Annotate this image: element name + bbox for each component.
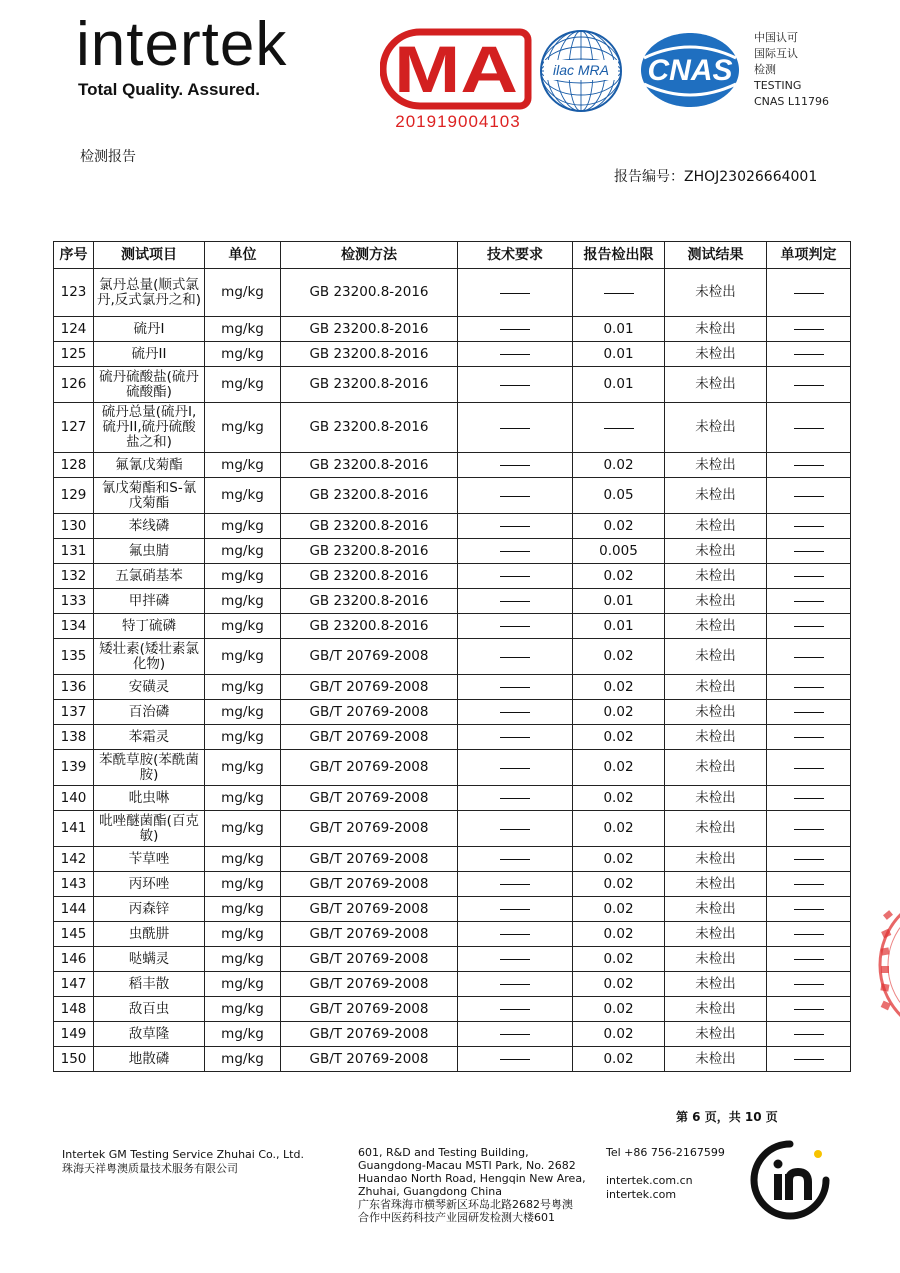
- detection-limit-cell: 0.01: [573, 317, 665, 342]
- method-cell: GB 23200.8-2016: [281, 564, 458, 589]
- test-item-cell: 甲拌磷: [94, 589, 205, 614]
- result-cell: 未检出: [665, 514, 767, 539]
- row-number-cell: 129: [54, 478, 94, 514]
- test-item-cell: 苄草唑: [94, 847, 205, 872]
- requirement-cell: [458, 317, 573, 342]
- method-cell: GB/T 20769-2008: [281, 675, 458, 700]
- result-cell: 未检出: [665, 997, 767, 1022]
- result-cell: 未检出: [665, 367, 767, 403]
- website-cn: intertek.com.cn: [606, 1174, 693, 1187]
- unit-cell: mg/kg: [205, 947, 281, 972]
- method-cell: GB/T 20769-2008: [281, 897, 458, 922]
- intertek-in-logo-icon: [748, 1138, 832, 1222]
- result-cell: 未检出: [665, 639, 767, 675]
- unit-cell: mg/kg: [205, 453, 281, 478]
- unit-cell: mg/kg: [205, 614, 281, 639]
- unit-cell: mg/kg: [205, 539, 281, 564]
- result-cell: 未检出: [665, 269, 767, 317]
- cma-number: 201919004103: [395, 112, 521, 131]
- test-item-cell: 氯丹总量(顺式氯丹,反式氯丹之和): [94, 269, 205, 317]
- detection-limit-cell: 0.02: [573, 897, 665, 922]
- judgement-cell: [767, 1047, 851, 1072]
- requirement-cell: [458, 847, 573, 872]
- header-cell: 测试结果: [665, 242, 767, 269]
- detection-limit-cell: 0.02: [573, 947, 665, 972]
- method-cell: GB/T 20769-2008: [281, 972, 458, 997]
- test-item-cell: 吡唑醚菌酯(百克敏): [94, 811, 205, 847]
- requirement-cell: [458, 700, 573, 725]
- judgement-cell: [767, 997, 851, 1022]
- method-cell: GB 23200.8-2016: [281, 514, 458, 539]
- row-number-cell: 128: [54, 453, 94, 478]
- unit-cell: mg/kg: [205, 317, 281, 342]
- result-cell: 未检出: [665, 847, 767, 872]
- result-cell: 未检出: [665, 614, 767, 639]
- requirement-cell: [458, 478, 573, 514]
- judgement-cell: [767, 269, 851, 317]
- row-number-cell: 135: [54, 639, 94, 675]
- judgement-cell: [767, 1022, 851, 1047]
- judgement-cell: [767, 317, 851, 342]
- requirement-cell: [458, 725, 573, 750]
- judgement-cell: [767, 725, 851, 750]
- test-item-cell: 哒螨灵: [94, 947, 205, 972]
- table-row: [54, 453, 851, 478]
- method-cell: GB 23200.8-2016: [281, 269, 458, 317]
- telephone: Tel +86 756-2167599: [606, 1146, 725, 1159]
- table-row: [54, 367, 851, 403]
- row-number-cell: 149: [54, 1022, 94, 1047]
- detection-limit-cell: 0.005: [573, 539, 665, 564]
- requirement-cell: [458, 675, 573, 700]
- result-cell: 未检出: [665, 539, 767, 564]
- company-address: 601, R&D and Testing Building, Guangdong-Macau MSTI Park, No. 2682 Huandao North Road, Hengqin New Area, Zhuhai, Guangdong China 广东省珠海市横琴新区环岛北路2682号粤澳 合作中医药科技产业园研发检测大楼601: [358, 1146, 586, 1224]
- test-item-cell: 安磺灵: [94, 675, 205, 700]
- page-number: 第 6 页，共 10 页: [676, 1110, 778, 1124]
- method-cell: GB/T 20769-2008: [281, 997, 458, 1022]
- results-table-container: [53, 241, 850, 1072]
- table-row: [54, 725, 851, 750]
- detection-limit-cell: 0.02: [573, 997, 665, 1022]
- method-cell: GB/T 20769-2008: [281, 725, 458, 750]
- detection-limit-cell: 0.02: [573, 1047, 665, 1072]
- judgement-cell: [767, 478, 851, 514]
- report-number-value: ZHOJ23026664001: [684, 169, 818, 185]
- method-cell: GB/T 20769-2008: [281, 750, 458, 786]
- result-cell: 未检出: [665, 872, 767, 897]
- unit-cell: mg/kg: [205, 725, 281, 750]
- result-cell: 未检出: [665, 478, 767, 514]
- unit-cell: mg/kg: [205, 1047, 281, 1072]
- result-cell: 未检出: [665, 453, 767, 478]
- judgement-cell: [767, 367, 851, 403]
- unit-cell: mg/kg: [205, 403, 281, 453]
- table-row: [54, 639, 851, 675]
- result-cell: 未检出: [665, 1047, 767, 1072]
- detection-limit-cell: 0.02: [573, 514, 665, 539]
- test-item-cell: 氟氰戊菊酯: [94, 453, 205, 478]
- unit-cell: mg/kg: [205, 1022, 281, 1047]
- requirement-cell: [458, 614, 573, 639]
- row-number-cell: 146: [54, 947, 94, 972]
- logo-tagline: Total Quality. Assured.: [78, 80, 260, 99]
- requirement-cell: [458, 514, 573, 539]
- judgement-cell: [767, 675, 851, 700]
- ilac-text: ilac MRA: [552, 62, 610, 78]
- table-row: [54, 750, 851, 786]
- judgement-cell: [767, 947, 851, 972]
- website: intertek.com: [606, 1188, 677, 1201]
- requirement-cell: [458, 367, 573, 403]
- table-row: [54, 675, 851, 700]
- row-number-cell: 130: [54, 514, 94, 539]
- table-row: [54, 317, 851, 342]
- requirement-cell: [458, 972, 573, 997]
- method-cell: GB/T 20769-2008: [281, 947, 458, 972]
- unit-cell: mg/kg: [205, 897, 281, 922]
- row-number-cell: 136: [54, 675, 94, 700]
- contact-info: [606, 1146, 725, 1202]
- requirement-cell: [458, 403, 573, 453]
- result-cell: 未检出: [665, 750, 767, 786]
- row-number-cell: 124: [54, 317, 94, 342]
- ilac-mra-icon: [538, 28, 624, 114]
- judgement-cell: [767, 872, 851, 897]
- method-cell: GB/T 20769-2008: [281, 786, 458, 811]
- requirement-cell: [458, 786, 573, 811]
- table-row: [54, 700, 851, 725]
- method-cell: GB/T 20769-2008: [281, 700, 458, 725]
- judgement-cell: [767, 700, 851, 725]
- judgement-cell: [767, 403, 851, 453]
- method-cell: GB 23200.8-2016: [281, 478, 458, 514]
- row-number-cell: 132: [54, 564, 94, 589]
- row-number-cell: 134: [54, 614, 94, 639]
- row-number-cell: 137: [54, 700, 94, 725]
- detection-limit-cell: 0.02: [573, 872, 665, 897]
- cma-letters: MA: [394, 32, 518, 106]
- method-cell: GB 23200.8-2016: [281, 589, 458, 614]
- unit-cell: mg/kg: [205, 972, 281, 997]
- table-row: [54, 1022, 851, 1047]
- requirement-cell: [458, 922, 573, 947]
- table-row: [54, 872, 851, 897]
- company-name: Intertek GM Testing Service Zhuhai Co., Ltd. 珠海天祥粤澳质量技术服务有限公司: [62, 1148, 304, 1175]
- test-item-cell: 特丁硫磷: [94, 614, 205, 639]
- header-cell: 技术要求: [458, 242, 573, 269]
- result-cell: 未检出: [665, 317, 767, 342]
- cnas-logo-icon: [638, 30, 742, 110]
- header-cell: 单位: [205, 242, 281, 269]
- test-item-cell: 虫酰肼: [94, 922, 205, 947]
- header-cell: 测试项目: [94, 242, 205, 269]
- test-item-cell: 氰戊菊酯和S-氰戊菊酯: [94, 478, 205, 514]
- row-number-cell: 142: [54, 847, 94, 872]
- row-number-cell: 150: [54, 1047, 94, 1072]
- requirement-cell: [458, 539, 573, 564]
- requirement-cell: [458, 997, 573, 1022]
- row-number-cell: 131: [54, 539, 94, 564]
- detection-limit-cell: 0.01: [573, 367, 665, 403]
- judgement-cell: [767, 922, 851, 947]
- judgement-cell: [767, 897, 851, 922]
- test-item-cell: 地散磷: [94, 1047, 205, 1072]
- unit-cell: mg/kg: [205, 514, 281, 539]
- row-number-cell: 141: [54, 811, 94, 847]
- row-number-cell: 127: [54, 403, 94, 453]
- unit-cell: mg/kg: [205, 786, 281, 811]
- unit-cell: mg/kg: [205, 700, 281, 725]
- result-cell: 未检出: [665, 342, 767, 367]
- result-cell: 未检出: [665, 786, 767, 811]
- table-row: [54, 589, 851, 614]
- judgement-cell: [767, 786, 851, 811]
- unit-cell: mg/kg: [205, 342, 281, 367]
- result-cell: 未检出: [665, 725, 767, 750]
- judgement-cell: [767, 750, 851, 786]
- test-item-cell: 苯线磷: [94, 514, 205, 539]
- result-cell: 未检出: [665, 675, 767, 700]
- method-cell: GB 23200.8-2016: [281, 342, 458, 367]
- detection-limit-cell: 0.02: [573, 1022, 665, 1047]
- test-item-cell: 矮壮素(矮壮素氯化物): [94, 639, 205, 675]
- test-item-cell: 丙森锌: [94, 897, 205, 922]
- row-number-cell: 126: [54, 367, 94, 403]
- header-cell: 序号: [54, 242, 94, 269]
- unit-cell: mg/kg: [205, 269, 281, 317]
- detection-limit-cell: [573, 403, 665, 453]
- row-number-cell: 139: [54, 750, 94, 786]
- table-row: [54, 811, 851, 847]
- method-cell: GB 23200.8-2016: [281, 453, 458, 478]
- test-item-cell: 五氯硝基苯: [94, 564, 205, 589]
- table-row: [54, 403, 851, 453]
- result-cell: 未检出: [665, 1022, 767, 1047]
- row-number-cell: 133: [54, 589, 94, 614]
- detection-limit-cell: 0.02: [573, 639, 665, 675]
- unit-cell: mg/kg: [205, 639, 281, 675]
- table-row: [54, 269, 851, 317]
- requirement-cell: [458, 947, 573, 972]
- requirement-cell: [458, 1047, 573, 1072]
- judgement-cell: [767, 514, 851, 539]
- judgement-cell: [767, 589, 851, 614]
- method-cell: GB 23200.8-2016: [281, 367, 458, 403]
- test-item-cell: 硫丹II: [94, 342, 205, 367]
- judgement-cell: [767, 811, 851, 847]
- requirement-cell: [458, 564, 573, 589]
- table-row: [54, 564, 851, 589]
- test-item-cell: 苯霜灵: [94, 725, 205, 750]
- test-item-cell: 硫丹总量(硫丹I,硫丹II,硫丹硫酸盐之和): [94, 403, 205, 453]
- header-cell: 单项判定: [767, 242, 851, 269]
- test-item-cell: 吡虫啉: [94, 786, 205, 811]
- row-number-cell: 140: [54, 786, 94, 811]
- table-row: [54, 614, 851, 639]
- detection-limit-cell: 0.02: [573, 750, 665, 786]
- test-item-cell: 敌草隆: [94, 1022, 205, 1047]
- requirement-cell: [458, 639, 573, 675]
- table-row: [54, 997, 851, 1022]
- table-row: [54, 342, 851, 367]
- unit-cell: mg/kg: [205, 589, 281, 614]
- requirement-cell: [458, 342, 573, 367]
- detection-limit-cell: [573, 269, 665, 317]
- table-row: [54, 922, 851, 947]
- table-row: [54, 1047, 851, 1072]
- unit-cell: mg/kg: [205, 872, 281, 897]
- unit-cell: mg/kg: [205, 847, 281, 872]
- unit-cell: mg/kg: [205, 478, 281, 514]
- company-seal-icon: [872, 890, 900, 1040]
- row-number-cell: 138: [54, 725, 94, 750]
- judgement-cell: [767, 453, 851, 478]
- test-item-cell: 百治磷: [94, 700, 205, 725]
- unit-cell: mg/kg: [205, 750, 281, 786]
- judgement-cell: [767, 847, 851, 872]
- method-cell: GB 23200.8-2016: [281, 539, 458, 564]
- table-row: [54, 897, 851, 922]
- row-number-cell: 144: [54, 897, 94, 922]
- method-cell: GB 23200.8-2016: [281, 403, 458, 453]
- table-row: [54, 539, 851, 564]
- requirement-cell: [458, 750, 573, 786]
- detection-limit-cell: 0.02: [573, 725, 665, 750]
- result-cell: 未检出: [665, 589, 767, 614]
- row-number-cell: 147: [54, 972, 94, 997]
- judgement-cell: [767, 539, 851, 564]
- test-item-cell: 丙环唑: [94, 872, 205, 897]
- table-body: [54, 269, 851, 1072]
- unit-cell: mg/kg: [205, 811, 281, 847]
- requirement-cell: [458, 872, 573, 897]
- detection-limit-cell: 0.02: [573, 922, 665, 947]
- unit-cell: mg/kg: [205, 997, 281, 1022]
- method-cell: GB/T 20769-2008: [281, 872, 458, 897]
- requirement-cell: [458, 269, 573, 317]
- row-number-cell: 145: [54, 922, 94, 947]
- table-header-row: [54, 242, 851, 269]
- row-number-cell: 143: [54, 872, 94, 897]
- unit-cell: mg/kg: [205, 564, 281, 589]
- cma-mark-icon: [380, 28, 532, 110]
- method-cell: GB/T 20769-2008: [281, 922, 458, 947]
- header-cell: 检测方法: [281, 242, 458, 269]
- detection-limit-cell: 0.02: [573, 972, 665, 997]
- document-title: 检测报告: [80, 149, 136, 165]
- method-cell: GB 23200.8-2016: [281, 317, 458, 342]
- method-cell: GB/T 20769-2008: [281, 1047, 458, 1072]
- test-item-cell: 硫丹硫酸盐(硫丹硫酸酯): [94, 367, 205, 403]
- result-cell: 未检出: [665, 947, 767, 972]
- detection-limit-cell: 0.01: [573, 614, 665, 639]
- judgement-cell: [767, 342, 851, 367]
- method-cell: GB 23200.8-2016: [281, 614, 458, 639]
- detection-limit-cell: 0.05: [573, 478, 665, 514]
- requirement-cell: [458, 453, 573, 478]
- report-number: [614, 166, 817, 186]
- judgement-cell: [767, 614, 851, 639]
- method-cell: GB/T 20769-2008: [281, 811, 458, 847]
- method-cell: GB/T 20769-2008: [281, 1022, 458, 1047]
- detection-limit-cell: 0.02: [573, 847, 665, 872]
- header-cell: 报告检出限: [573, 242, 665, 269]
- judgement-cell: [767, 639, 851, 675]
- judgement-cell: [767, 972, 851, 997]
- table-row: [54, 972, 851, 997]
- row-number-cell: 148: [54, 997, 94, 1022]
- method-cell: GB/T 20769-2008: [281, 639, 458, 675]
- results-table: [53, 241, 851, 1072]
- detection-limit-cell: 0.01: [573, 589, 665, 614]
- detection-limit-cell: 0.02: [573, 564, 665, 589]
- unit-cell: mg/kg: [205, 367, 281, 403]
- row-number-cell: 125: [54, 342, 94, 367]
- result-cell: 未检出: [665, 403, 767, 453]
- requirement-cell: [458, 1022, 573, 1047]
- cnas-text: CNAS: [647, 54, 733, 87]
- row-number-cell: 123: [54, 269, 94, 317]
- detection-limit-cell: 0.02: [573, 811, 665, 847]
- table-row: [54, 947, 851, 972]
- result-cell: 未检出: [665, 811, 767, 847]
- detection-limit-cell: 0.02: [573, 700, 665, 725]
- judgement-cell: [767, 564, 851, 589]
- result-cell: 未检出: [665, 972, 767, 997]
- cnas-cert-text: 中国认可 国际互认 检测 TESTING CNAS L11796: [754, 31, 830, 108]
- test-item-cell: 硫丹I: [94, 317, 205, 342]
- table-row: [54, 514, 851, 539]
- result-cell: 未检出: [665, 564, 767, 589]
- detection-limit-cell: 0.02: [573, 675, 665, 700]
- test-item-cell: 苯酰草胺(苯酰菌胺): [94, 750, 205, 786]
- report-number-label: 报告编号：: [614, 169, 684, 185]
- table-row: [54, 786, 851, 811]
- method-cell: GB/T 20769-2008: [281, 847, 458, 872]
- table-row: [54, 847, 851, 872]
- requirement-cell: [458, 589, 573, 614]
- unit-cell: mg/kg: [205, 675, 281, 700]
- unit-cell: mg/kg: [205, 922, 281, 947]
- detection-limit-cell: 0.02: [573, 453, 665, 478]
- detection-limit-cell: 0.01: [573, 342, 665, 367]
- intertek-logo: intertek: [76, 10, 288, 79]
- detection-limit-cell: 0.02: [573, 786, 665, 811]
- result-cell: 未检出: [665, 897, 767, 922]
- requirement-cell: [458, 897, 573, 922]
- result-cell: 未检出: [665, 922, 767, 947]
- result-cell: 未检出: [665, 700, 767, 725]
- test-item-cell: 氟虫腈: [94, 539, 205, 564]
- requirement-cell: [458, 811, 573, 847]
- test-item-cell: 敌百虫: [94, 997, 205, 1022]
- test-item-cell: 稻丰散: [94, 972, 205, 997]
- table-row: [54, 478, 851, 514]
